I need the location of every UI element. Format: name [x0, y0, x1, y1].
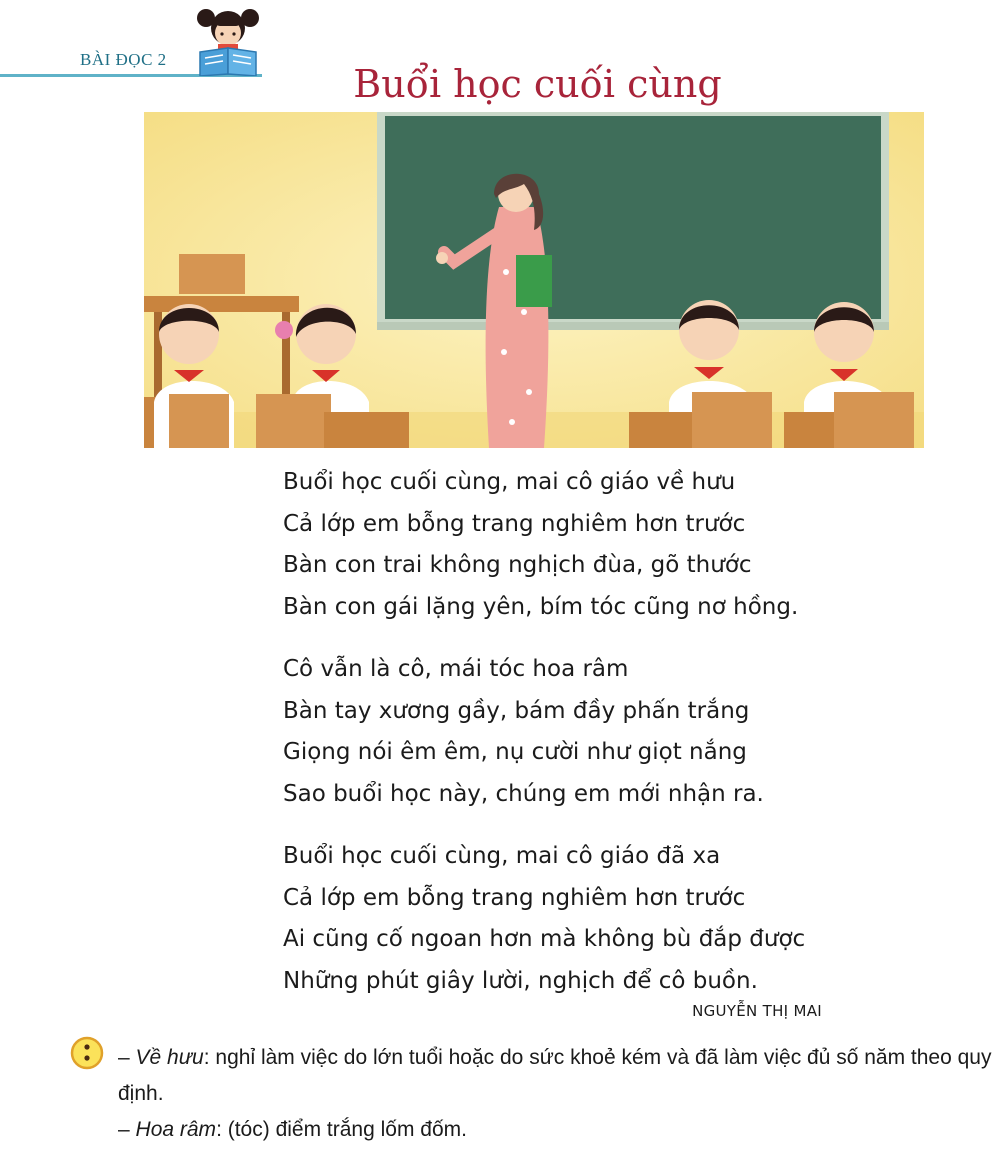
poem-line: Cả lớp em bỗng trang nghiêm hơn trước — [283, 510, 746, 537]
poem-line: Bàn con trai không nghịch đùa, gõ thước — [283, 552, 752, 578]
classroom-illustration — [144, 112, 924, 448]
glossary-item — [118, 1112, 996, 1148]
glossary-term: Hoa râm — [135, 1118, 217, 1141]
poem-line: Buổi học cuối cùng, mai cô giáo về hưu — [283, 469, 736, 495]
glossary — [118, 1040, 996, 1148]
poem-line: Ai cũng cố ngoan hơn mà không bù đắp được — [283, 926, 806, 952]
poem-line: Bàn con gái lặng yên, bím tóc cũng nơ hồng. — [283, 593, 799, 620]
lesson-label: BÀI ĐỌC 2 — [80, 50, 167, 69]
poem-stanza — [283, 649, 805, 815]
poem-line: Buổi học cuối cùng, mai cô giáo đã xa — [283, 843, 721, 869]
glossary-item — [118, 1040, 996, 1112]
glossary-definition: : nghỉ làm việc do lớn tuổi hoặc do sức khoẻ kém và đã làm việc đủ số năm theo quy định. — [118, 1046, 992, 1105]
poem-line: Sao buổi học này, chúng em mới nhận ra. — [283, 780, 764, 807]
glossary-dash: – — [118, 1046, 130, 1069]
poem-line: Cô vẫn là cô, mái tóc hoa râm — [283, 656, 629, 682]
poem-author: NGUYỄN THỊ MAI — [692, 1002, 822, 1020]
poem — [283, 462, 805, 1023]
glossary-dash: – — [118, 1118, 130, 1141]
poem-stanza — [283, 462, 805, 628]
glossary-definition: : (tóc) điểm trắng lốm đốm. — [216, 1118, 467, 1141]
glossary-term: Về hưu — [135, 1046, 204, 1069]
poem-line: Cả lớp em bỗng trang nghiêm hơn trước — [283, 884, 746, 911]
poem-line: Những phút giây lười, nghịch để cô buồn. — [283, 967, 758, 994]
poem-line: Giọng nói êm êm, nụ cười như giọt nắng — [283, 739, 747, 765]
poem-stanza — [283, 836, 805, 1002]
page-title: Buổi học cuối cùng — [353, 62, 722, 106]
glossary-colon-icon — [70, 1036, 104, 1070]
poem-line: Bàn tay xương gầy, bám đầy phấn trắng — [283, 697, 750, 724]
